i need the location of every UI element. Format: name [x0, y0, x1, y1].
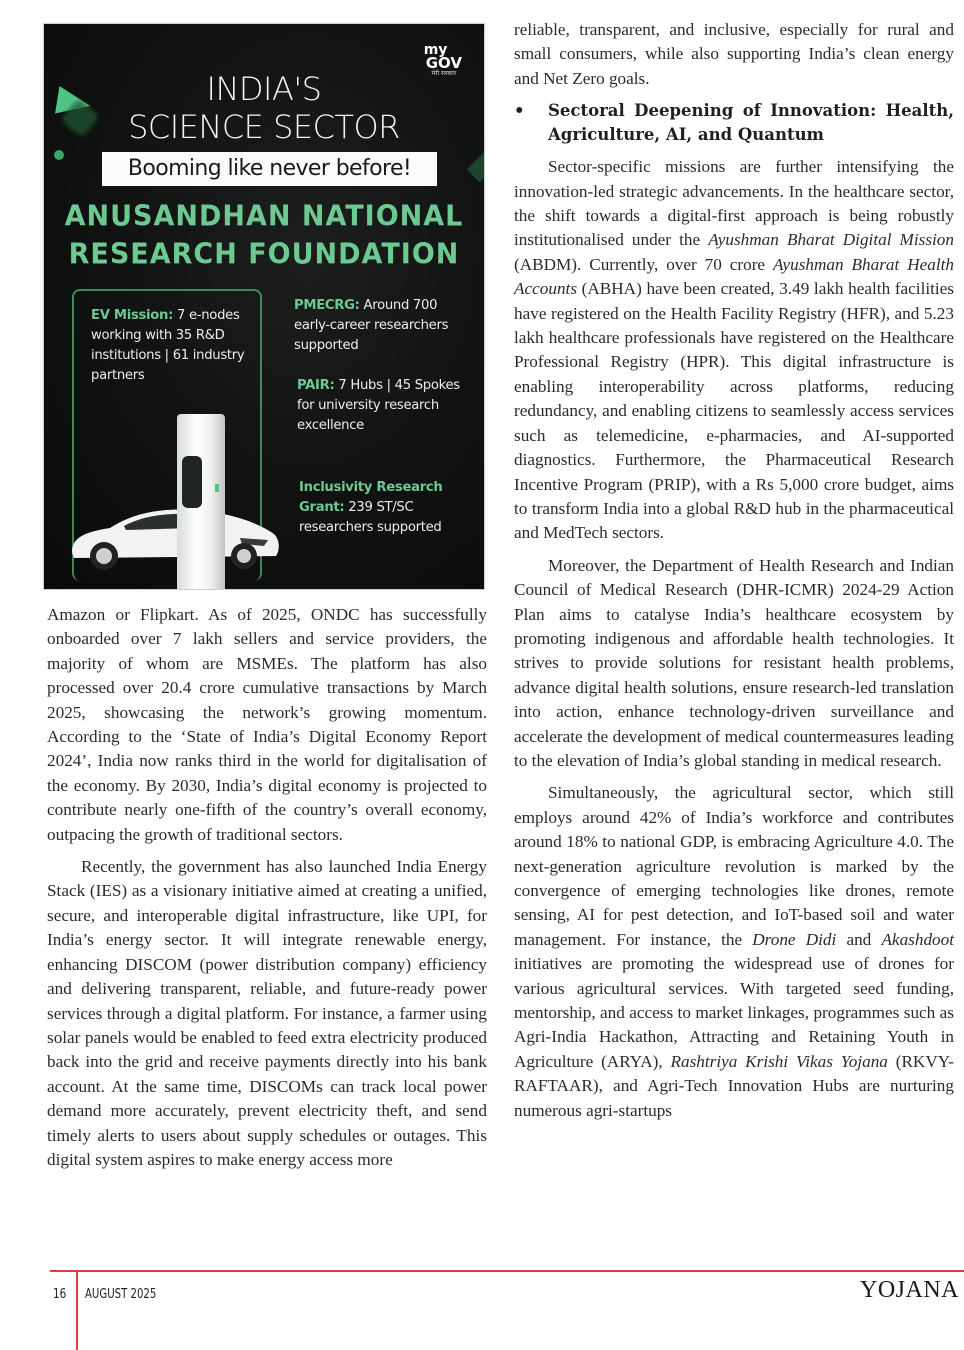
paragraph-dhr-icmr: Moreover, the Department of Health Research and Indian Council of Medical Research (DHR-ICMR) 2024-29 Action Plan aims to catalyse India’s healthcare ecosystem by promoting indigenous and affordable health technologies. It strives to provide solutions for resistant health problems, advance digital health solutions, ensure research-led translation into action, enhance technology-driven surveillance and accelerate the development of medical countermeasures leading to the elevation of India’s global standing in medical research.	[514, 555, 954, 770]
electric-car-icon	[64, 494, 284, 574]
fact-label: PAIR:	[297, 378, 335, 393]
right-column	[514, 18, 954, 1123]
charger-led	[215, 484, 219, 492]
ev-charger-icon	[177, 414, 225, 590]
text-run: initiatives are promoting the widespread use of drones for various agricultural services. With targeted seed funding, mentorship, and access to market linkages, programmes such as Agri-India Hackathon, Attracting and Retaining Youth in Agriculture (ARYA),	[514, 954, 954, 1071]
page-number: 16	[53, 1287, 67, 1302]
fact-text: Around 700 early-career researchers supported	[294, 298, 449, 353]
italic-run: Drone Didi	[752, 929, 837, 949]
text-run: and	[836, 929, 882, 949]
section-heading	[514, 99, 954, 147]
infographic-anrf	[43, 23, 485, 590]
mygov-logo-my: my	[423, 42, 448, 58]
fact-text: 7 e-nodes working with 35 R&D institutions | 61 industry partners	[91, 308, 245, 383]
italic-run: Ayushman Bharat Health Accounts	[514, 254, 954, 299]
infographic-title-line1: INDIA'S	[206, 70, 322, 108]
fact-label: PMECRG:	[294, 298, 360, 313]
footer-vertical-rule	[76, 1272, 78, 1350]
bullet-icon: •	[514, 101, 525, 121]
text-run: (ABDM). Currently, over 70 crore	[514, 254, 773, 274]
italic-run: Akashdoot	[881, 929, 954, 949]
decorative-dot-icon	[54, 150, 64, 160]
fact-pmecrg	[294, 296, 474, 356]
text-run: Sector-specific missions are further intensifying the innovation-led strategic advancements. In the healthcare sector, the shift towards a digital-first approach is being robustly institutionalised under the	[514, 157, 954, 250]
magazine-name: YOJANA	[860, 1277, 959, 1303]
mygov-logo-gov: GOV	[425, 54, 462, 72]
fact-pair	[297, 376, 467, 436]
issue-date: AUGUST 2025	[85, 1287, 157, 1302]
paragraph-india-energy-stack: Recently, the government has also launched India Energy Stack (IES) as a visionary initiative aimed at creating a unified, secure, and interoperable digital infrastructure, like UPI, for India’s energy sector. It will integrate renewable energy, enhancing DISCOM (power distribution company) efficiency and delivering transparent, reliable, and future-ready power services through a digital platform. For instance, a farmer using solar panels would be enabled to feed extra electricity produced back into the grid and receive payments directly into his bank account. At the same time, DISCOMs can track local power demand more accurately, prevent electricity theft, and send timely alerts to users about supply schedules or outages. This digital system aspires to make energy access more	[47, 857, 487, 1169]
fact-text: 239 ST/SC researchers supported	[299, 500, 442, 535]
paragraph-agriculture	[514, 781, 954, 1123]
footer-rule	[50, 1270, 964, 1272]
decorative-shape-right	[467, 150, 485, 183]
paragraph-healthcare	[514, 155, 954, 546]
charger-screen	[182, 456, 202, 508]
text-run: (ABHA) have been created, 3.49 lakh health facilities have registered on the Health Facility Registry (HFR), and 5.23 lakh healthcare professionals have registered on the Healthcare Professional Registry (HPR). This digital infrastructure is enabling interoperability across platforms, reducing redundancy, and enabling citizens to seamlessly access services such as telemedicine, e-pharmacies, and AI-supported diagnostics. Furthermore, the Pharmaceutical Research Incentive Program (PRIP), with a Rs 5,000 crore budget, aims to transform India into a global R&D hub in the pharmaceutical and MedTech sectors.	[514, 279, 954, 543]
fact-text: 7 Hubs | 45 Spokes for university research excellence	[297, 378, 460, 433]
org-name-line2: RESEARCH FOUNDATION	[68, 238, 460, 271]
fact-label: Inclusivity Research Grant:	[299, 480, 443, 515]
fact-ev-mission	[91, 306, 261, 386]
infographic-tagline: Booming like never before!	[102, 152, 437, 186]
org-name-line1: ANUSANDHAN NATIONAL	[64, 200, 464, 233]
infographic-title-line2: SCIENCE SECTOR	[128, 108, 400, 146]
text-run: (RKVY-RAFTAAR), and Agri-Tech Innovation Hubs are nurturing numerous agri-startups	[514, 1051, 954, 1120]
section-heading-text: Sectoral Deepening of Innovation: Health, Agriculture, AI, and Quantum	[548, 101, 954, 145]
text-run: Simultaneously, the agricultural sector, which still employs around 42% of India’s workforce and contributes around 18% to national GDP, is embracing Agriculture 4.0. The next-generation agriculture revolution is marked by the convergence of emerging technologies like drones, remote sensing, AI for pest detection, and IoT-based soil and water management. For instance, the	[514, 783, 954, 949]
paragraph-energy-continued: reliable, transparent, and inclusive, especially for rural and small consumers, while also supporting India’s clean energy and Net Zero goals.	[514, 20, 954, 88]
left-column	[47, 603, 487, 1172]
fact-label: EV Mission:	[91, 308, 174, 323]
fact-inclusivity-grant	[299, 478, 474, 538]
italic-run: Ayushman Bharat Digital Mission	[708, 230, 954, 250]
mygov-logo-subtitle: मेरी सरकार	[431, 70, 457, 77]
paragraph-ondc: Amazon or Flipkart. As of 2025, ONDC has successfully onboarded over 7 lakh sellers and service providers, the majority of whom are MSMEs. The platform has also processed over 20.4 crore cumulative transactions by March 2025, showcasing the network’s growing momentum. According to the ‘State of India’s Digital Economy Report 2024’, India now ranks third in the world for digitalisation of the economy. By 2030, India’s digital economy is projected to contribute nearly one-fifth of the country’s overall economy, outpacing the growth of traditional sectors.	[47, 605, 487, 844]
italic-run: Rashtriya Krishi Vikas Yojana	[670, 1051, 888, 1071]
